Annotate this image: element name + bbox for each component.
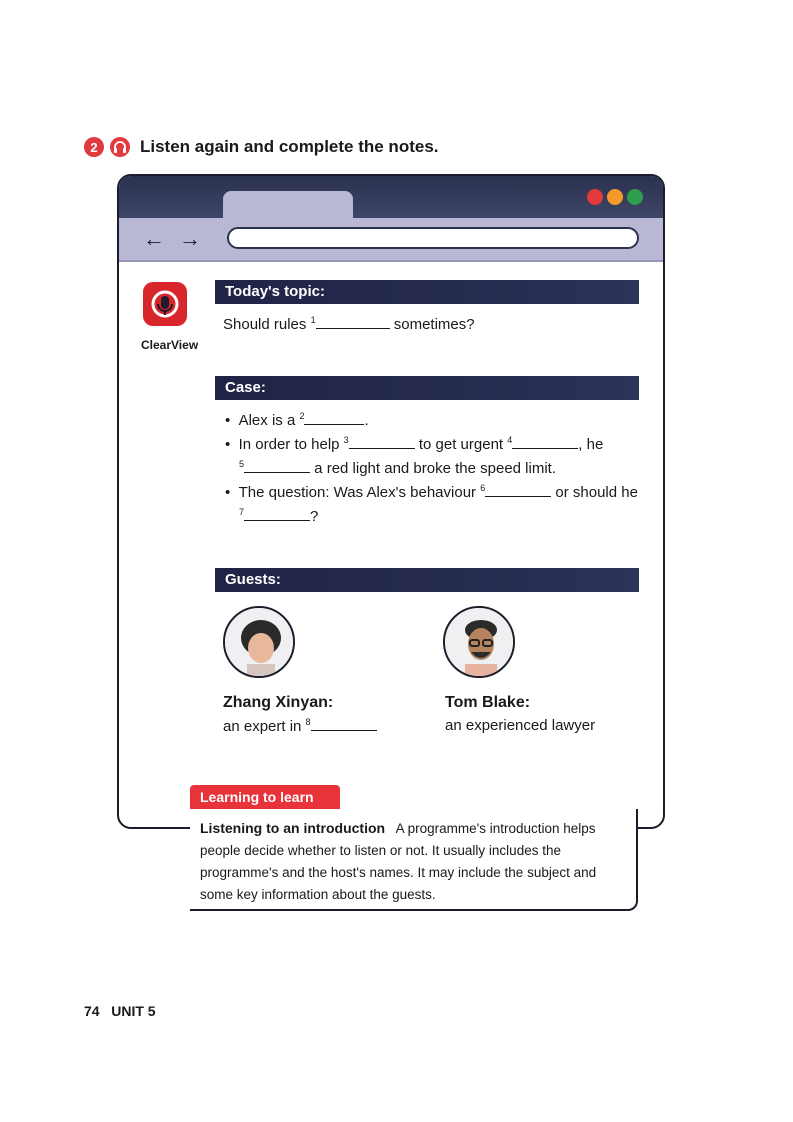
unit-label: UNIT 5 bbox=[111, 1003, 156, 1019]
case-text: or should he bbox=[551, 484, 638, 501]
guest-desc-text: an expert in bbox=[223, 718, 306, 735]
blank-number: 2 bbox=[299, 411, 305, 421]
blank-number: 8 bbox=[305, 717, 311, 727]
case-bullet-2 bbox=[225, 435, 603, 453]
exercise-number-badge: 2 bbox=[84, 137, 104, 157]
forward-arrow-icon[interactable]: → bbox=[179, 226, 201, 251]
topic-line bbox=[223, 315, 475, 333]
blank-number: 4 bbox=[507, 435, 513, 445]
case-bullet-3-cont bbox=[239, 507, 318, 525]
case-heading: Case: bbox=[215, 376, 639, 400]
case-text: , he bbox=[578, 436, 604, 453]
blank-number: 5 bbox=[239, 459, 245, 469]
learning-tab: Learning to learn bbox=[190, 785, 340, 809]
maximize-dot-icon[interactable] bbox=[627, 189, 643, 205]
case-text: ? bbox=[310, 508, 319, 525]
logo-label: ClearView bbox=[141, 338, 199, 352]
case-bullet-1 bbox=[225, 411, 369, 429]
browser-window bbox=[117, 174, 665, 829]
blank-number: 3 bbox=[343, 435, 349, 445]
back-arrow-icon[interactable]: ← bbox=[143, 226, 165, 251]
blank-2[interactable] bbox=[304, 411, 364, 425]
blank-3[interactable] bbox=[349, 435, 415, 449]
bullet-dot: • bbox=[225, 436, 239, 453]
page-number: 74 bbox=[84, 1003, 100, 1019]
blank-number: 7 bbox=[239, 507, 245, 517]
address-bar[interactable] bbox=[227, 227, 639, 249]
bullet-dot: • bbox=[225, 412, 239, 429]
blank-1[interactable] bbox=[316, 315, 390, 329]
clearview-logo-icon bbox=[143, 282, 187, 326]
guest-2-avatar bbox=[443, 606, 515, 678]
topic-text-start: Should rules bbox=[223, 316, 311, 333]
blank-8[interactable] bbox=[311, 717, 377, 731]
blank-4[interactable] bbox=[512, 435, 578, 449]
guest-1-avatar bbox=[223, 606, 295, 678]
blank-number: 1 bbox=[310, 315, 316, 325]
blank-number: 6 bbox=[480, 483, 486, 493]
case-text: to get urgent bbox=[414, 436, 508, 453]
case-text: In order to help bbox=[238, 436, 344, 453]
learning-title: Listening to an introduction bbox=[200, 820, 386, 836]
case-text: . bbox=[364, 412, 369, 429]
case-bullet-2-cont bbox=[239, 459, 556, 477]
exercise-instruction: Listen again and complete the notes. bbox=[140, 137, 439, 156]
guest-2-name: Tom Blake: bbox=[445, 694, 531, 711]
case-text: The question: Was Alex's behaviour bbox=[238, 484, 481, 501]
blank-7[interactable] bbox=[244, 507, 310, 521]
guest-1-desc bbox=[223, 717, 377, 735]
guests-heading: Guests: bbox=[215, 568, 639, 592]
minimize-dot-icon[interactable] bbox=[607, 189, 623, 205]
learning-box bbox=[190, 809, 638, 911]
case-text: Alex is a bbox=[238, 412, 300, 429]
headphones-icon bbox=[110, 137, 130, 157]
close-dot-icon[interactable] bbox=[587, 189, 603, 205]
topic-heading: Today's topic: bbox=[215, 280, 639, 304]
learning-text: A programme's introduction helps people decide whether to listen or not. It usually includes the programme's and the host's names. It may include the subject and some key information about the guests. bbox=[200, 821, 597, 902]
bullet-dot: • bbox=[225, 484, 239, 501]
browser-nav-bar bbox=[119, 218, 663, 262]
blank-5[interactable] bbox=[244, 459, 310, 473]
case-bullet-3 bbox=[225, 483, 638, 501]
guest-1-name: Zhang Xinyan: bbox=[223, 694, 334, 711]
page-footer bbox=[84, 1003, 156, 1019]
exercise-header bbox=[84, 137, 439, 157]
case-text: a red light and broke the speed limit. bbox=[310, 460, 556, 477]
guest-2-desc: an experienced lawyer bbox=[445, 717, 596, 734]
blank-6[interactable] bbox=[485, 483, 551, 497]
topic-text-end: sometimes? bbox=[389, 316, 475, 333]
browser-title-bar bbox=[119, 176, 663, 218]
